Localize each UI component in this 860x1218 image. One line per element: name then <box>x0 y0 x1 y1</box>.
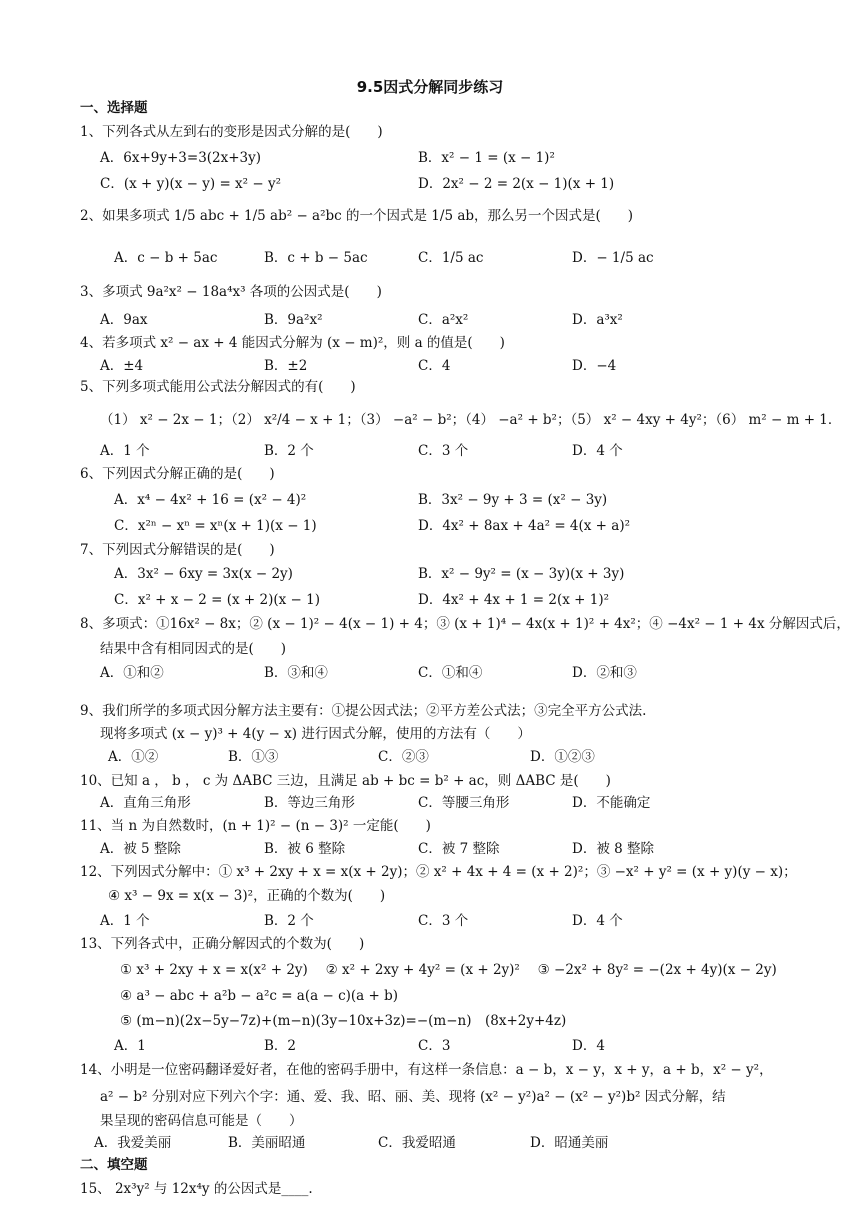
q6-option-a: A．x⁴ − 4x² + 16 = (x² − 4)² <box>114 492 307 508</box>
q15-stem: 15、 2x³y² 与 12x⁴y 的公因式是____. <box>80 1181 313 1197</box>
q4-option-d: D．−4 <box>572 358 617 374</box>
q7-option-d: D．4x² + 4x + 1 = 2(x + 1)² <box>418 592 610 608</box>
q10-option-c: C．等腰三角形 <box>418 795 510 811</box>
q6-stem: 6、下列因式分解正确的是( ) <box>80 466 275 482</box>
q9-option-a: A．①② <box>108 749 159 765</box>
q3-option-c: C．a²x² <box>418 312 469 328</box>
page-title: 9.5因式分解同步练习 <box>356 78 504 96</box>
q13-option-d: D．4 <box>572 1038 605 1054</box>
q12-option-b: B．2 个 <box>264 913 314 929</box>
q14-stem-continued: a² − b² 分别对应下列六个字：通、爱、我、昭、丽、美、现将 (x² − y²)a² − (x² − y²)b² 因式分解，结 <box>100 1089 726 1105</box>
q1-option-a: A．6x+9y+3=3(2x+3y) <box>100 150 262 166</box>
q10-option-b: B．等边三角形 <box>264 795 355 811</box>
q14-stem-continued-2: 果呈现的密码信息可能是（ ） <box>100 1113 303 1129</box>
q9-option-d: D．①②③ <box>530 749 595 765</box>
q6-option-c: C．x²ⁿ − xⁿ = xⁿ(x + 1)(x − 1) <box>114 518 317 534</box>
q14-option-c: C．我爱昭通 <box>378 1135 456 1151</box>
q3-option-d: D．a³x² <box>572 312 623 328</box>
q6-option-d: D．4x² + 8ax + 4a² = 4(x + a)² <box>418 518 631 534</box>
q2-option-b: B．c + b − 5ac <box>264 250 368 266</box>
q9-stem-continued: 现将多项式 (x − y)³ + 4(y − x) 进行因式分解，使用的方法有（ ） <box>100 726 531 742</box>
q8-option-c: C．①和④ <box>418 665 483 681</box>
section-heading-choice: 一、选择题 <box>80 100 148 116</box>
q7-option-a: A．3x² − 6xy = 3x(x − 2y) <box>114 566 293 582</box>
q12-option-c: C．3 个 <box>418 913 469 929</box>
q14-option-a: A．我爱美丽 <box>94 1135 172 1151</box>
q1-option-d: D．2x² − 2 = 2(x − 1)(x + 1) <box>418 176 615 192</box>
q9-option-b: B．①③ <box>228 749 279 765</box>
q8-stem: 8、多项式：①16x² − 8x；② (x − 1)² − 4(x − 1) + 4；③ (x + 1)⁴ − 4x(x + 1)² + 4x²；④ −4x² − 1 + 4x 分解因式后， <box>80 616 850 632</box>
q10-stem: 10、已知 a ， b ， c 为 ΔABC 三边，且满足 ab + bc = b² + ac，则 ΔABC 是( ) <box>80 773 611 789</box>
q7-option-b: B．x² − 9y² = (x − 3y)(x + 3y) <box>418 566 625 582</box>
q7-stem: 7、下列因式分解错误的是( ) <box>80 542 275 558</box>
q12-stem-continued: ④ x³ − 9x = x(x − 3)²，正确的个数为( ) <box>108 888 386 904</box>
q9-option-c: C．②③ <box>378 749 429 765</box>
q1-option-b: B．x² − 1 = (x − 1)² <box>418 150 555 166</box>
q14-option-b: B．美丽昭通 <box>228 1135 306 1151</box>
q13-line-3: ⑤ (m−n)(2x−5y−7z)+(m−n)(3y−10x+3z)=−(m−n) (8x+2y+4z) <box>120 1013 567 1029</box>
q2-option-d: D．− 1/5 ac <box>572 250 654 266</box>
q12-stem: 12、下列因式分解中：① x³ + 2xy + x = x(x + 2y)；② x² + 4x + 4 = (x + 2)²；③ −x² + y² = (x + y)(y − x)； <box>80 864 797 880</box>
q4-option-c: C．4 <box>418 358 451 374</box>
q8-option-a: A．①和② <box>100 665 164 681</box>
q13-option-b: B．2 <box>264 1038 297 1054</box>
q13-option-c: C．3 <box>418 1038 451 1054</box>
q13-option-a: A．1 <box>114 1038 146 1054</box>
q11-option-b: B．被 6 整除 <box>264 841 346 857</box>
q6-option-b: B．3x² − 9y + 3 = (x² − 3y) <box>418 492 608 508</box>
q5-stem: 5、下列多项式能用公式法分解因式的有( ) <box>80 379 356 395</box>
q13-line-2: ④ a³ − abc + a²b − a²c = a(a − c)(a + b) <box>120 988 399 1004</box>
q8-stem-continued: 结果中含有相同因式的是( ) <box>100 641 287 657</box>
q13-stem: 13、下列各式中，正确分解因式的个数为( ) <box>80 936 365 952</box>
q3-stem: 3、多项式 9a²x² − 18a⁴x³ 各项的公因式是( ) <box>80 284 382 300</box>
q5-option-a: A．1 个 <box>100 443 150 459</box>
q9-stem: 9、我们所学的多项式因分解方法主要有：①提公因式法；②平方差公式法；③完全平方公式法. <box>80 703 647 719</box>
q14-option-d: D．昭通美丽 <box>530 1135 609 1151</box>
q11-option-d: D．被 8 整除 <box>572 841 654 857</box>
section-heading-fill-in: 二、填空题 <box>80 1157 148 1173</box>
q1-option-c: C．(x + y)(x − y) = x² − y² <box>100 176 282 192</box>
q3-option-b: B．9a²x² <box>264 312 323 328</box>
q12-option-d: D．4 个 <box>572 913 623 929</box>
q11-stem: 11、当 n 为自然数时，(n + 1)² − (n − 3)² 一定能( ) <box>80 818 431 834</box>
q11-option-a: A．被 5 整除 <box>100 841 181 857</box>
q2-stem: 2、如果多项式 1/5 abc + 1/5 ab² − a²bc 的一个因式是 1/5 ab，那么另一个因式是( ) <box>80 208 634 224</box>
q8-option-b: B．③和④ <box>264 665 328 681</box>
q4-stem: 4、若多项式 x² − ax + 4 能因式分解为 (x − m)²，则 a 的值是( ) <box>80 335 505 351</box>
q4-option-a: A．±4 <box>100 358 144 374</box>
q1-stem: 1、下列各式从左到右的变形是因式分解的是( ) <box>80 124 383 140</box>
q5-items: （1） x² − 2x − 1；（2） x²/4 − x + 1；（3） −a² − b²；（4） −a² + b²；（5） x² − 4xy + 4y²；（6） m² − m + 1． <box>100 412 842 428</box>
q13-line-1: ① x³ + 2xy + x = x(x² + 2y) ② x² + 2xy + 4y² = (x + 2y)² ③ −2x² + 8y² = −(2x + 4y)(x − 2y) <box>120 962 777 978</box>
q7-option-c: C．x² + x − 2 = (x + 2)(x − 1) <box>114 592 321 608</box>
q5-option-c: C．3 个 <box>418 443 469 459</box>
q4-option-b: B．±2 <box>264 358 308 374</box>
q2-option-c: C．1/5 ac <box>418 250 484 266</box>
q8-option-d: D．②和③ <box>572 665 637 681</box>
q12-option-a: A．1 个 <box>100 913 150 929</box>
q14-stem: 14、小明是一位密码翻译爱好者，在他的密码手册中，有这样一条信息：a − b，x − y，x + y，a + b，x² − y²， <box>80 1062 773 1078</box>
q2-option-a: A．c − b + 5ac <box>114 250 218 266</box>
q10-option-a: A．直角三角形 <box>100 795 191 811</box>
q10-option-d: D．不能确定 <box>572 795 651 811</box>
q5-option-d: D．4 个 <box>572 443 623 459</box>
q5-option-b: B．2 个 <box>264 443 314 459</box>
q11-option-c: C．被 7 整除 <box>418 841 500 857</box>
q3-option-a: A．9ax <box>100 312 148 328</box>
